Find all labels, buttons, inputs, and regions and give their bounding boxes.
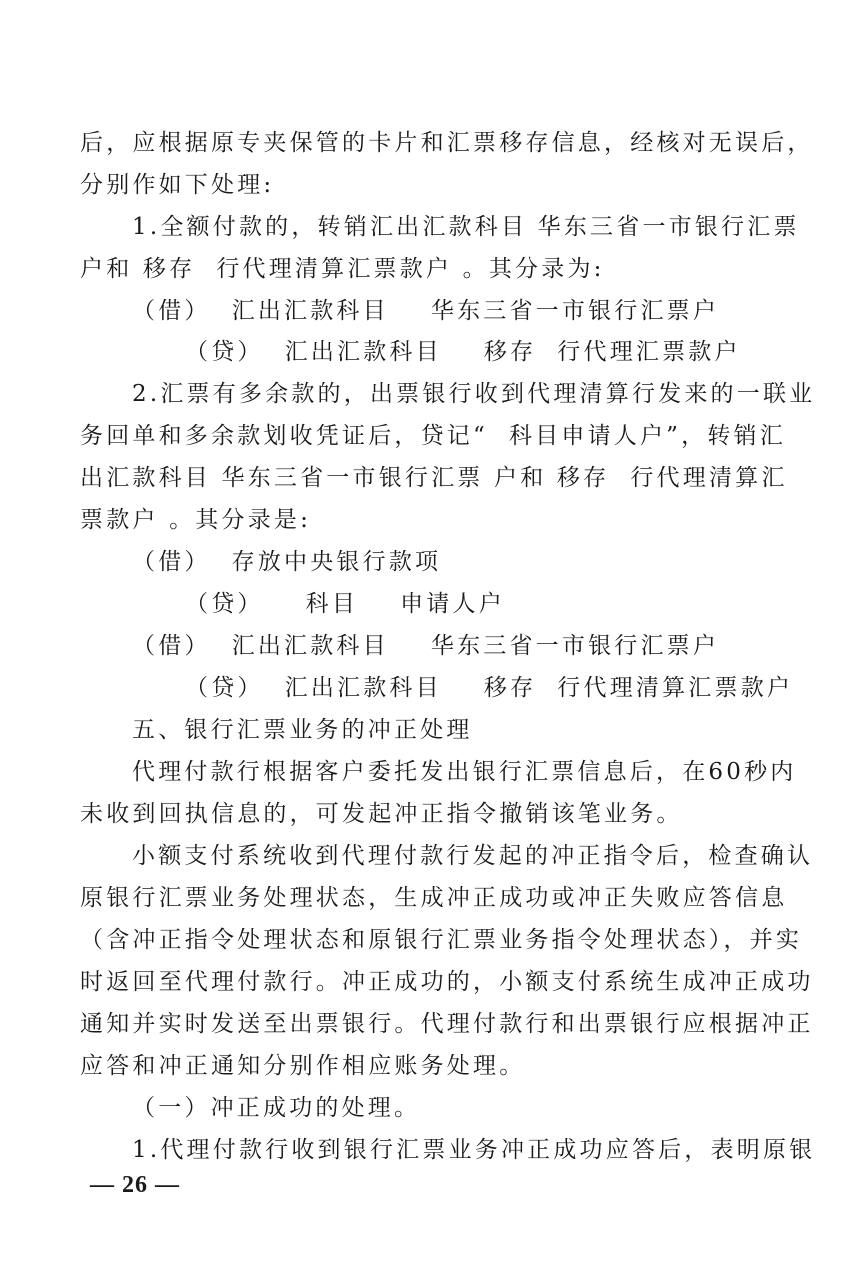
numbered-paragraph-line: 1.全额付款的，转销汇出汇款科目 华东三省一市银行汇票 — [132, 214, 800, 240]
body-line: 时返回至代理付款行。冲正成功的，小额支付系统生成冲正成功 — [80, 969, 814, 995]
section-heading: 五、银行汇票业务的冲正处理 — [132, 717, 473, 743]
body-line: 代理付款行根据客户委托发出银行汇票信息后，在60秒内 — [132, 759, 797, 785]
body-line: 务回单和多余款划收凭证后，贷记“ 科目申请人户”，转销汇 — [80, 423, 786, 449]
body-line: 原银行汇票业务处理状态，生成冲正成功或冲正失败应答信息 — [80, 885, 788, 911]
entry-debit-line: （借） 汇出汇款科目 华东三省一市银行汇票户 — [132, 298, 720, 324]
entry-credit-line: （贷） 汇出汇款科目 移存 行代理汇票款户 — [185, 339, 741, 365]
body-line: 应答和冲正通知分别作相应账务处理。 — [80, 1053, 526, 1079]
body-line: 通知并实时发送至出票银行。代理付款行和出票银行应根据冲正 — [80, 1011, 814, 1037]
numbered-paragraph-line: 2.汇票有多余款的，出票银行收到代理清算行发来的一联业 — [132, 381, 816, 407]
body-line: 户和 移存 行代理清算汇票款户 。其分录为: — [80, 256, 605, 282]
entry-credit-line: （贷） 汇出汇款科目 移存 行代理清算汇票款户 — [185, 675, 794, 701]
body-line: （含冲正指令处理状态和原银行汇票业务指令处理状态），并实 — [80, 927, 803, 953]
body-line: 分别作如下处理: — [80, 172, 275, 198]
body-line: 未收到回执信息的，可发起冲正指令撤销该笔业务。 — [80, 801, 683, 827]
body-line: 出汇款科目 华东三省一市银行汇票 户和 移存 行代理清算汇 — [80, 465, 788, 491]
numbered-paragraph-line: 1.代理付款行收到银行汇票业务冲正成功应答后，表明原银 — [132, 1137, 816, 1163]
body-line: 小额支付系统收到代理付款行发起的冲正指令后，检查确认 — [132, 843, 814, 869]
entry-credit-line: （贷） 科目 申请人户 — [185, 591, 505, 617]
body-line: 后，应根据原专夹保管的卡片和汇票移存信息，经核对无误后， — [80, 130, 814, 156]
subsection-heading: （一）冲正成功的处理。 — [132, 1095, 421, 1121]
entry-debit-line: （借） 存放中央银行款项 — [132, 549, 442, 575]
page-number: — 26 — — [90, 1172, 180, 1198]
body-line: 票款户 。其分录是: — [80, 507, 312, 533]
entry-debit-line: （借） 汇出汇款科目 华东三省一市银行汇票户 — [132, 633, 720, 659]
